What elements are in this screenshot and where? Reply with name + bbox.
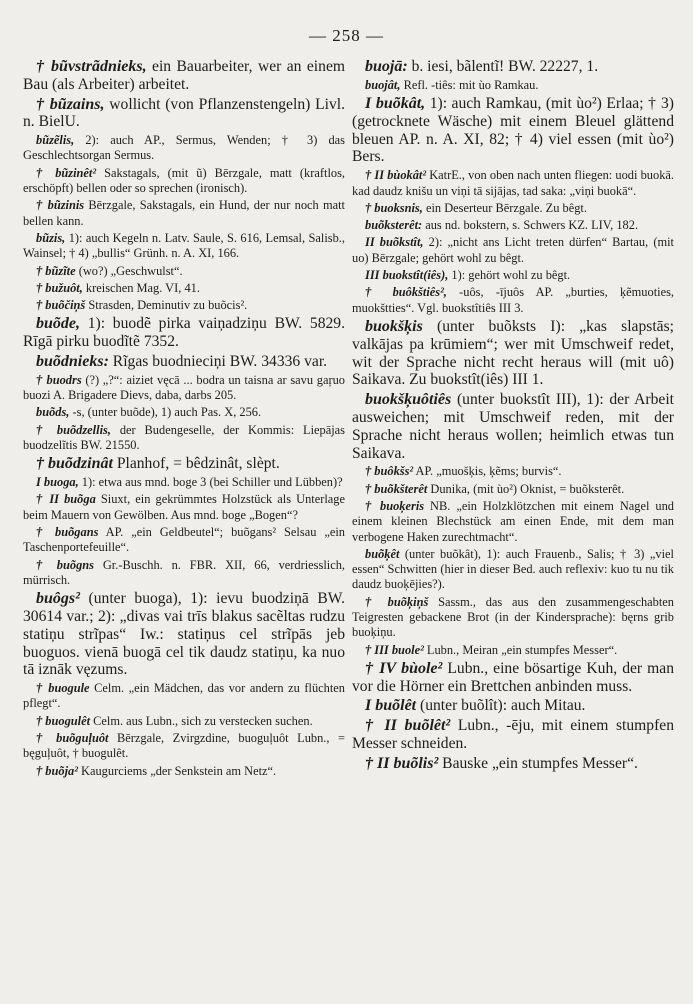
dictionary-entry xyxy=(352,391,674,462)
dictionary-entry xyxy=(23,681,345,712)
entry-headword: bũzis, xyxy=(36,230,66,245)
entry-definition: Celm. „ein Mädchen, das vor andern zu flüchten pflegt“. xyxy=(23,681,345,711)
entry-headword: † buõdzinât xyxy=(36,455,113,473)
entry-definition: Kaugurciems „der Senkstein am Netz“. xyxy=(77,763,277,778)
dictionary-entry xyxy=(23,714,345,729)
entry-headword: buôgs² xyxy=(36,590,80,608)
entry-definition: AP. „muošķis, ķẽms; burvis“. xyxy=(413,464,562,479)
dictionary-entry xyxy=(23,264,345,279)
entry-definition: Bērzgale, Sakstagals, ein Hund, der nur noch matt bellen kann. xyxy=(23,198,345,228)
entry-headword: † II bùokât² xyxy=(365,168,427,183)
dictionary-entry xyxy=(23,231,345,262)
entry-headword: † buôkšs² xyxy=(365,464,414,479)
entry-definition: 1): etwa aus mnd. boge 3 (bei Schiller und Lübben)? xyxy=(78,475,343,490)
entry-headword: † II buõga xyxy=(36,492,96,507)
dictionary-entry xyxy=(352,717,674,753)
entry-definition: KatrE., von oben nach unten fliegen: uodi buokā. kad daudz knišu un viņi tā sijājas, tad saka: „viņi buokā“. xyxy=(352,168,674,198)
dictionary-entry xyxy=(352,499,674,545)
dictionary-entry xyxy=(23,353,345,371)
dictionary-entry xyxy=(352,595,674,641)
entry-definition: Siuxt, ein gekrümmtes Holzstück als Unterlage beim Mauern von Gewölben. Aus mnd. boge „Bogen“? xyxy=(23,492,345,522)
dictionary-entry xyxy=(23,764,345,779)
entry-headword: † bũzĩte xyxy=(36,263,76,278)
entry-definition: (unter buõksts I): „kas slapstās; valkājas pa krūmiem“; wer mit Umschweif redet, wit der Sprache nicht recht heraus will (mit uô) Saikava. Zu buokstît(iês) III 1. xyxy=(352,317,674,389)
entry-headword: † buõdzellis, xyxy=(36,422,111,437)
entry-definition: Dunika, (mit ùo²) Oknist, = buõksterêt. xyxy=(427,481,625,496)
dictionary-entry xyxy=(352,235,674,266)
dictionary-entry xyxy=(352,95,674,166)
entry-headword: I buoga, xyxy=(36,475,79,490)
dictionary-entry xyxy=(23,423,345,454)
dictionary-entry xyxy=(352,201,674,216)
dictionary-entry xyxy=(23,475,345,490)
entry-headword: buokšķis xyxy=(365,317,423,335)
entry-definition: 2): „nicht ans Licht treten dürfen“ Bartau, (mit uo) Bērzgale; gehört wohl zu bêgt. xyxy=(352,235,674,265)
entry-headword: † III buole² xyxy=(365,642,424,657)
dictionary-entry xyxy=(23,315,345,351)
entry-definition: ein Bauarbeiter, wer an einem Bau (als Arbeiter) arbeitet. xyxy=(23,58,345,93)
entry-definition: (unter buõlît): auch Mitau. xyxy=(416,697,586,715)
entry-definition: Rĩgas buodnieciņi BW. 34336 var. xyxy=(108,353,328,371)
entry-definition: 2): auch AP., Sermus, Wenden; † 3) das Geschlechtsorgan Sermus. xyxy=(23,133,345,163)
entry-definition: Sassm., das aus den zusammengeschabten Teigresten gebackene Brot (in der Kindersprache): bęrns grib buoķiņu. xyxy=(352,594,675,640)
entry-definition: Gr.-Buschh. n. FBR. XII, 66, verdriesslich, mürrisch. xyxy=(23,557,345,587)
entry-definition: 1): auch Ramkau, (mit ùo²) Erlaa; † 3) (getrocknete Wäsche) mit einem Bleuel glättend bleuen AP. n. A. XI, 82; † 4) viel essen (mit ùo²) Bers. xyxy=(352,95,674,166)
entry-headword: † buogule xyxy=(36,681,90,696)
dictionary-entry xyxy=(352,318,674,389)
dictionary-entry xyxy=(352,168,674,199)
entry-headword: † bũzinis xyxy=(36,198,85,213)
dictionary-entry xyxy=(352,643,674,658)
page-number: — 258 — xyxy=(309,26,384,45)
entry-headword: bũzẽlis, xyxy=(36,133,75,148)
entry-definition: 1): buodẽ pirka vaiņadziņu BW. 5829. Rīgā pirku buodĩtẽ 7352. xyxy=(23,315,345,351)
entry-headword: † bũzains, xyxy=(36,95,105,113)
dictionary-entry xyxy=(23,373,345,404)
entry-headword: buõds, xyxy=(36,405,70,420)
entry-headword: † buõgns xyxy=(36,557,94,572)
dictionary-entry xyxy=(352,464,674,479)
entry-headword: † buõčiņš xyxy=(36,298,86,313)
entry-headword: buojât, xyxy=(365,77,401,92)
entry-headword: buõksterêt: xyxy=(365,218,423,233)
dictionary-entry xyxy=(23,405,345,420)
dictionary-entry xyxy=(23,455,345,473)
dictionary-entry xyxy=(23,298,345,313)
dictionary-entry xyxy=(23,731,345,762)
entry-definition: (unter buõkât), 1): auch Frauenb., Salis; † 3) „viel essen“ Schwitten (hier in dieser Bed. auch reflexiv: kuo tu nu tik daudz buoķējies?). xyxy=(352,546,674,592)
entry-headword: † buôkštiês², xyxy=(365,285,447,300)
entry-headword: † bũzinêt² xyxy=(36,165,97,180)
entry-headword: † II buõlêt² xyxy=(365,717,451,735)
dictionary-entry xyxy=(23,198,345,229)
entry-definition: aus nd. bokstern, s. Schwers KZ. LIV, 182. xyxy=(422,218,639,233)
entry-headword: III buokstît(iês), xyxy=(365,268,449,283)
entry-headword: buõdnieks: xyxy=(36,353,109,371)
dictionary-entry xyxy=(23,96,345,132)
dictionary-entry xyxy=(352,268,674,283)
entry-definition: ein Deserteur Bērzgale. Zu bêgt. xyxy=(422,200,587,215)
dictionary-entry xyxy=(352,547,674,593)
dictionary-entry xyxy=(352,755,674,773)
dictionary-entry xyxy=(352,697,674,715)
entry-definition: Lubn., -ēju, mit einem stumpfen Messer schneiden. xyxy=(352,717,674,753)
entry-definition: -uôs, -ījuôs AP. „burties, ķẽmuoties, muokštties“. Vgl. buokstîtiês III 3. xyxy=(352,285,674,315)
entry-headword: † buõguļuôt xyxy=(36,731,109,746)
dictionary-entry xyxy=(23,590,345,679)
entry-headword: I buõlêt xyxy=(365,697,417,715)
entry-headword: † bužuôt, xyxy=(36,280,83,295)
dictionary-entry xyxy=(23,133,345,164)
entry-headword: buõķêt xyxy=(365,546,400,561)
entry-definition: der Budengeselle, der Kommis: Liepājas buodzelĩtis BW. 21550. xyxy=(23,422,345,453)
entry-definition: Bērzgale, Zvirgzdine, buoguļuôt Lubn., = bęguļuôt, † buogulêt. xyxy=(23,731,345,761)
entry-definition: Sakstagals, (mit ũ) Bērzgale, matt (kraftlos, erschöpft) bellen oder so sprechen (ironisch). xyxy=(23,165,345,196)
dictionary-entry xyxy=(23,166,345,197)
entry-headword: † buõķiņš xyxy=(365,594,429,609)
entry-definition: Planhof, = bêdzinât, slèpt. xyxy=(112,455,280,473)
entry-definition: (unter buokstît III), 1): der Arbeit ausweichen; mit Umschweif reden, mit der Sprache nicht heraus wollen; heimlich etwas tun Saikava. xyxy=(352,391,674,462)
entry-definition: wollicht (von Pflanzenstengeln) Livl. n. BielU. xyxy=(23,95,345,131)
dictionary-entry xyxy=(352,78,674,93)
entry-headword: buokšķuôtiês xyxy=(365,391,452,409)
dictionary-entry xyxy=(23,558,345,589)
entry-definition: -s, (unter buõde), 1) auch Pas. X, 256. xyxy=(69,405,262,420)
entry-headword: † buoķeris xyxy=(365,498,425,513)
right-column xyxy=(352,58,674,775)
dictionary-entry xyxy=(352,285,674,316)
entry-definition: 1): auch Kegeln n. Latv. Saule, S. 616, Lemsal, Salisb., Wainsel; † 4) „bullis“ Grünh. n. A. XI, 166. xyxy=(23,230,345,261)
entry-definition: Refl. -tiês: mit ùo Ramkau. xyxy=(400,77,539,92)
entry-headword: † buodrs xyxy=(36,372,82,387)
entry-headword: II buõkstît, xyxy=(365,235,424,250)
entry-definition: AP. „ein Geldbeutel“; buõgans² Selsau „ein Taschenportefeuille“. xyxy=(23,525,345,555)
entry-definition: (wo?) „Geschwulst“. xyxy=(75,263,183,278)
dictionary-entry xyxy=(352,218,674,233)
entry-headword: † buogulêt xyxy=(36,713,91,728)
entry-headword: † buõkšterêt xyxy=(365,481,428,496)
dictionary-entry xyxy=(352,482,674,497)
entry-headword: † buõja² xyxy=(36,763,78,778)
entry-definition: kreischen Mag. VI, 41. xyxy=(82,280,200,295)
entry-definition: (?) „?“: aiziet vęcā ... bodra un taisna ar savu gaŗuo buozi A. Brigadere Dievs, daba, darbs 205. xyxy=(23,372,345,403)
entry-definition: Bauske „ein stumpfes Messer“. xyxy=(438,754,638,772)
entry-headword: † bũvstrãdnieks, xyxy=(36,58,147,75)
entry-definition: Lubn., eine bösartige Kuh, der man vor die Hörner ein Brettchen anbinden muss. xyxy=(352,659,675,695)
dictionary-entry xyxy=(352,660,674,696)
entry-definition: 1): gehört wohl zu bêgt. xyxy=(448,268,571,283)
entry-definition: b. iesi, bãlentĩ! BW. 22227, 1. xyxy=(407,58,599,75)
entry-headword: † II buõlis² xyxy=(365,754,439,772)
entry-definition: NB. „ein Holzklötzchen mit einem Nagel und einem kleinen Blechstück am einen Ende, mit dem man verbogene Haken zurechtmacht“. xyxy=(352,498,674,544)
dictionary-entry xyxy=(23,492,345,523)
dictionary-entry xyxy=(352,58,674,76)
dictionary-entry xyxy=(23,525,345,556)
entry-definition: (unter buoga), 1): ievu buodziņā BW. 30614 var.; 2): „divas vai trīs blakus sacẽltas rudzu statiņu strĩpas“ Iw.: statiņus cel strĩpās jeb buoguos. vienā buogā cel tik daudz statiņu, ka nuo tā iznāk vęzums. xyxy=(23,590,345,679)
dictionary-entry xyxy=(23,58,345,94)
entry-definition: Lubn., Meiran „ein stumpfes Messer“. xyxy=(423,642,618,657)
entry-headword: I buõkât, xyxy=(365,95,426,113)
entry-definition: Celm. aus Lubn., sich zu verstecken suchen. xyxy=(90,713,313,728)
entry-headword: † IV bùole² xyxy=(365,659,443,677)
entry-headword: buõde, xyxy=(36,315,80,333)
entry-headword: buojā: xyxy=(365,58,408,75)
dictionary-entry xyxy=(23,281,345,296)
left-column xyxy=(23,58,345,781)
entry-definition: Strasden, Deminutiv zu buõcis². xyxy=(85,298,248,313)
entry-headword: † buõgans xyxy=(36,525,99,540)
entry-headword: † buoksnis, xyxy=(365,200,423,215)
